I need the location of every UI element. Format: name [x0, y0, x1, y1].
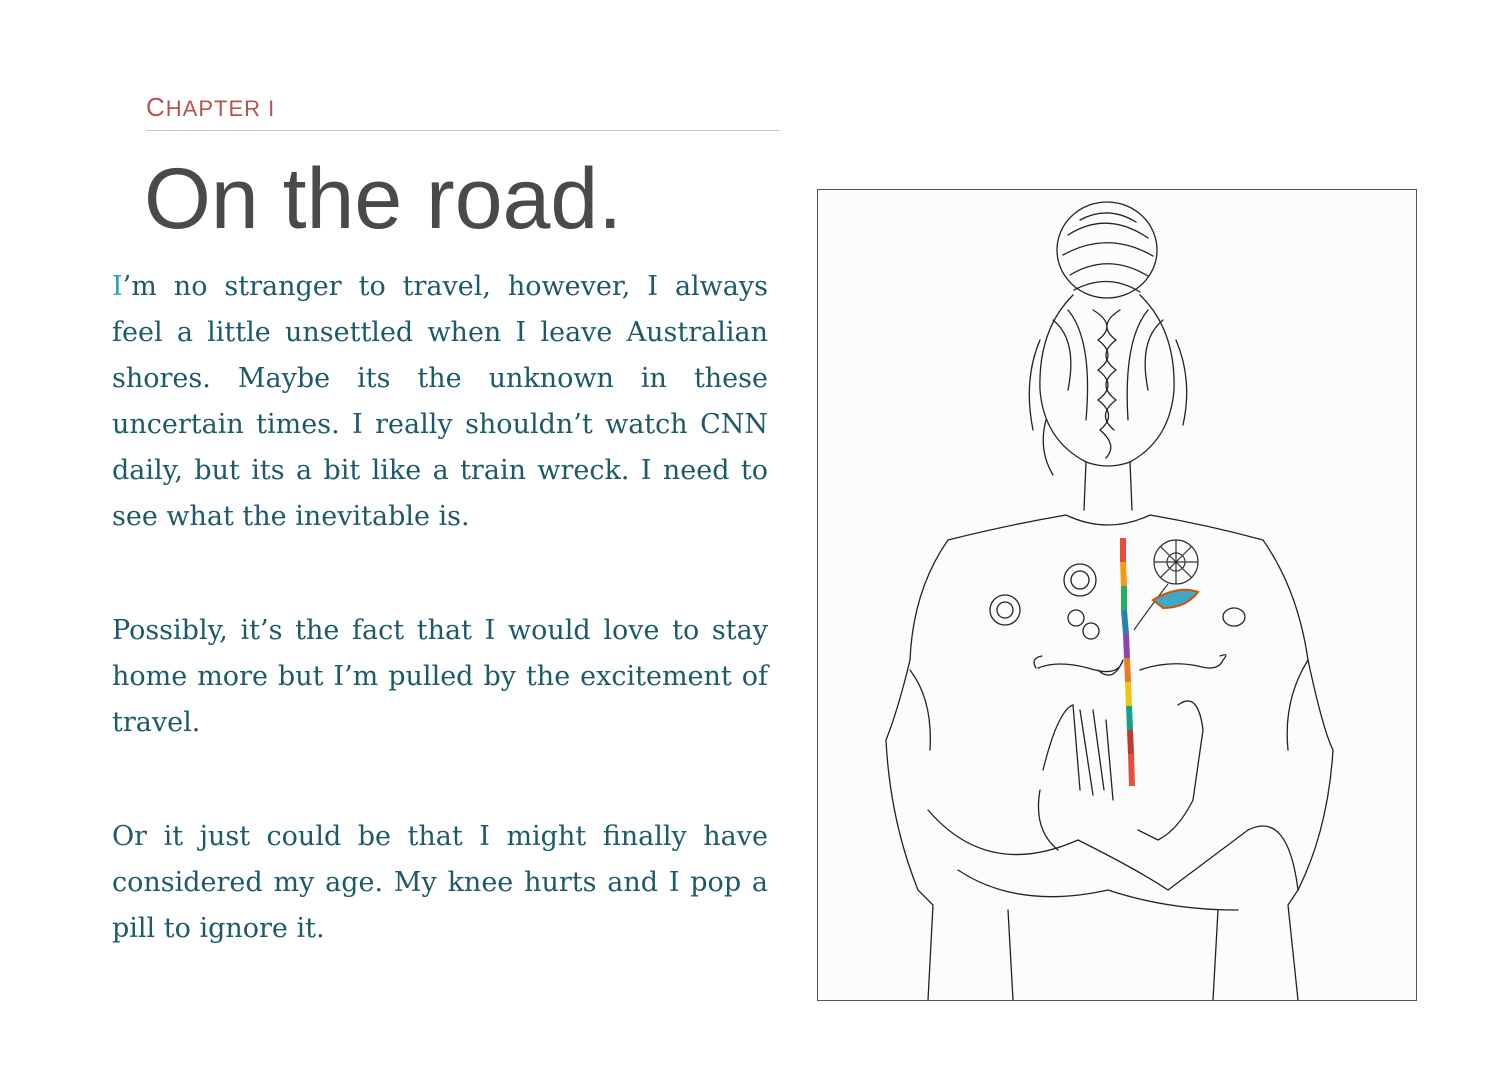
header-divider — [146, 130, 780, 131]
paragraph-3: Or it just could be that I might finally have considered my age. My knee hurts and I pop a pill to ignore it. — [112, 821, 768, 944]
woman-back-drawing — [818, 190, 1416, 1000]
chapter-number: I — [268, 96, 276, 121]
chapter-label — [146, 92, 275, 123]
paragraph-1 — [112, 264, 768, 540]
initial-letter: I — [112, 271, 123, 302]
body-text — [112, 264, 768, 952]
chapter-label-initial: C — [146, 92, 166, 122]
page-title: On the road. — [144, 151, 623, 247]
paragraph-2: Possibly, it’s the fact that I would love to stay home more but I’m pulled by the excitement of travel. — [112, 615, 768, 738]
paragraph-1-text: ’m no stranger to travel, however, I always feel a little unsettled when I leave Australian shores. Maybe its the unknown in these uncertain times. I really shouldn’t watch CNN daily, but its a bit like a train wreck. I need to see what the inevitable is. — [112, 271, 768, 532]
chapter-label-rest: HAPTER — [165, 96, 262, 121]
illustration — [817, 189, 1417, 1001]
